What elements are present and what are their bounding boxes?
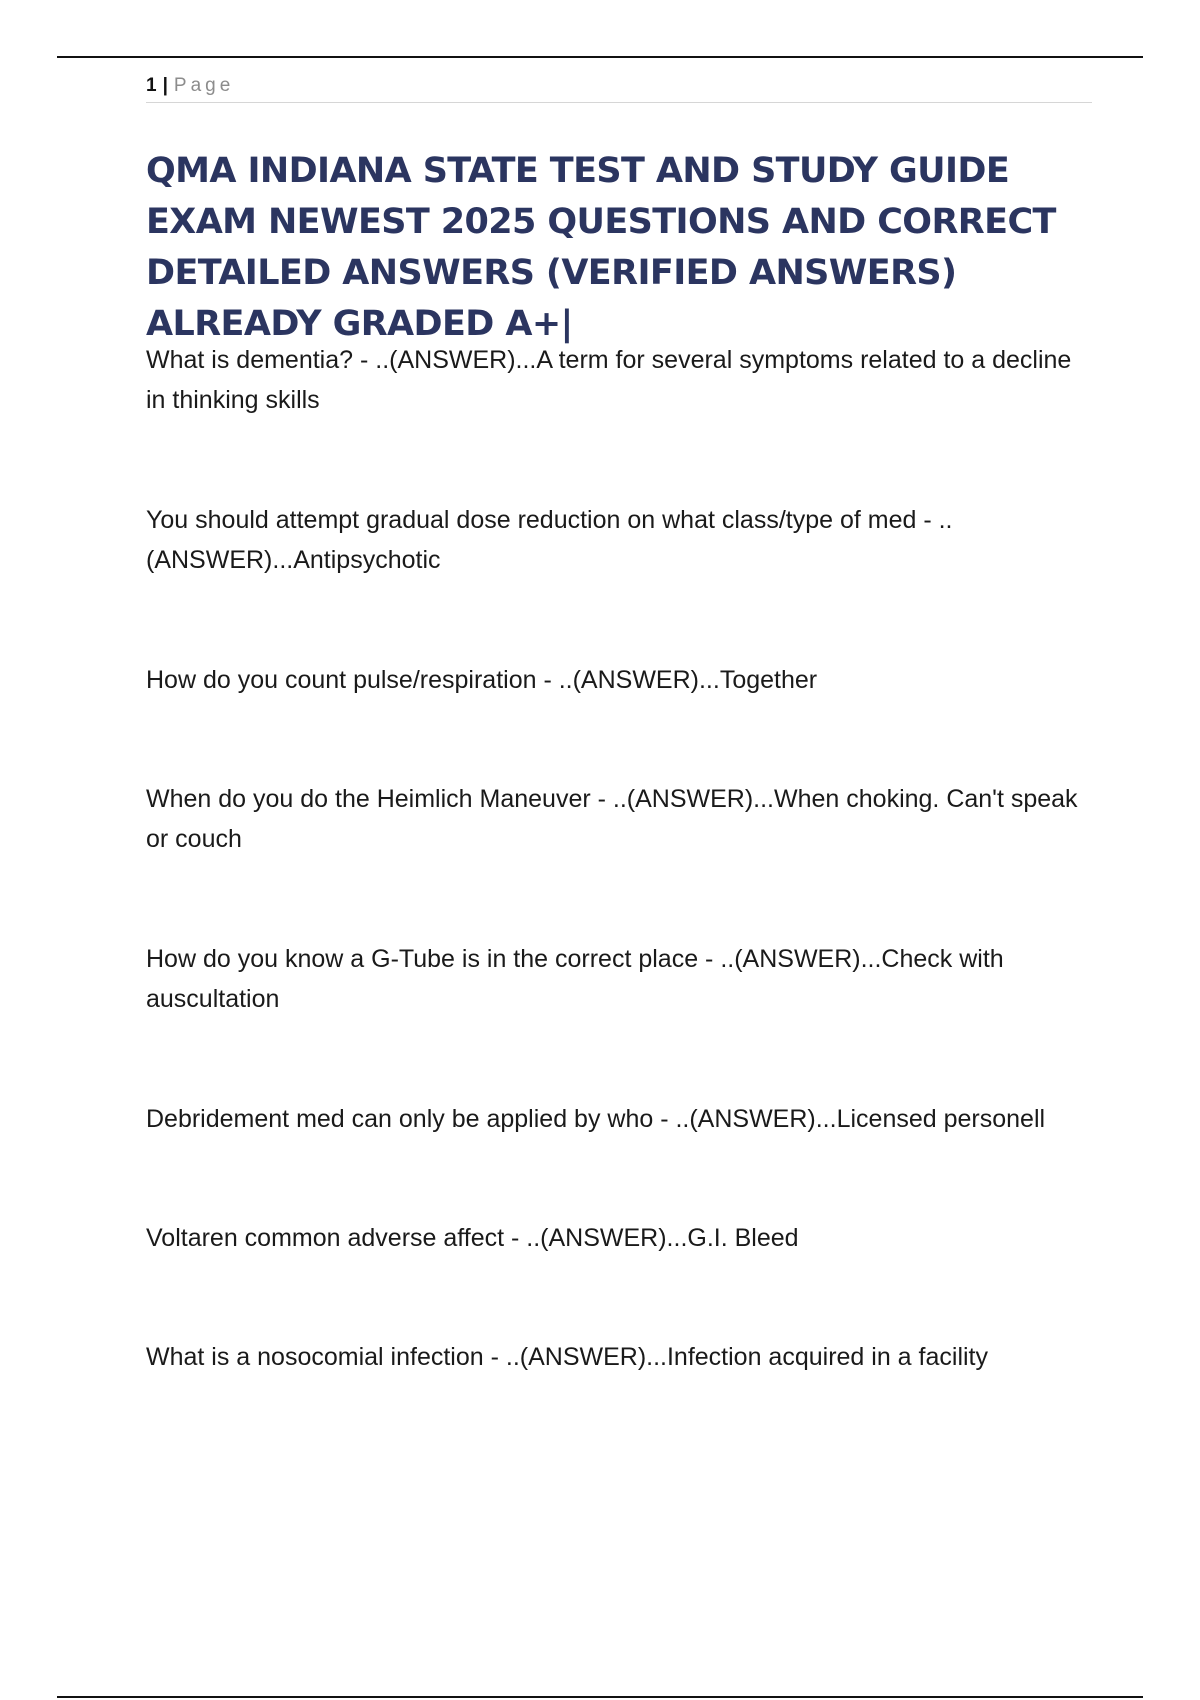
qa-item-dose-reduction: You should attempt gradual dose reduction on what class/type of med - ..(ANSWER)...Antipsychotic	[146, 506, 953, 574]
page-label: Page	[173, 75, 235, 96]
page-header	[146, 74, 1092, 103]
qa-item-heimlich: When do you do the Heimlich Maneuver - ..(ANSWER)...When choking. Can't speak or couch	[146, 785, 1078, 853]
page-number: 1	[146, 75, 157, 96]
document-title: QMA INDIANA STATE TEST AND STUDY GUIDE EXAM NEWEST 2025 QUESTIONS AND CORRECT DETAILED ANSWERS (VERIFIED ANSWERS) ALREADY GRADED A+|	[146, 151, 1056, 344]
qa-item-debridement: Debridement med can only be applied by who - ..(ANSWER)...Licensed personell	[146, 1105, 1046, 1133]
qa-item-dementia: What is dementia? - ..(ANSWER)...A term for several symptoms related to a decline in thinking skills	[146, 346, 1072, 414]
page-separator: |	[162, 75, 168, 96]
page-top-rule	[57, 56, 1143, 58]
page-bottom-rule	[57, 1696, 1143, 1698]
qa-item-g-tube: How do you know a G-Tube is in the correct place - ..(ANSWER)...Check with auscultation	[146, 945, 1004, 1013]
qa-item-nosocomial: What is a nosocomial infection - ..(ANSWER)...Infection acquired in a facility	[146, 1343, 988, 1371]
qa-item-pulse-respiration: How do you count pulse/respiration - ..(ANSWER)...Together	[146, 666, 818, 694]
qa-item-voltaren: Voltaren common adverse affect - ..(ANSWER)...G.I. Bleed	[146, 1224, 799, 1252]
